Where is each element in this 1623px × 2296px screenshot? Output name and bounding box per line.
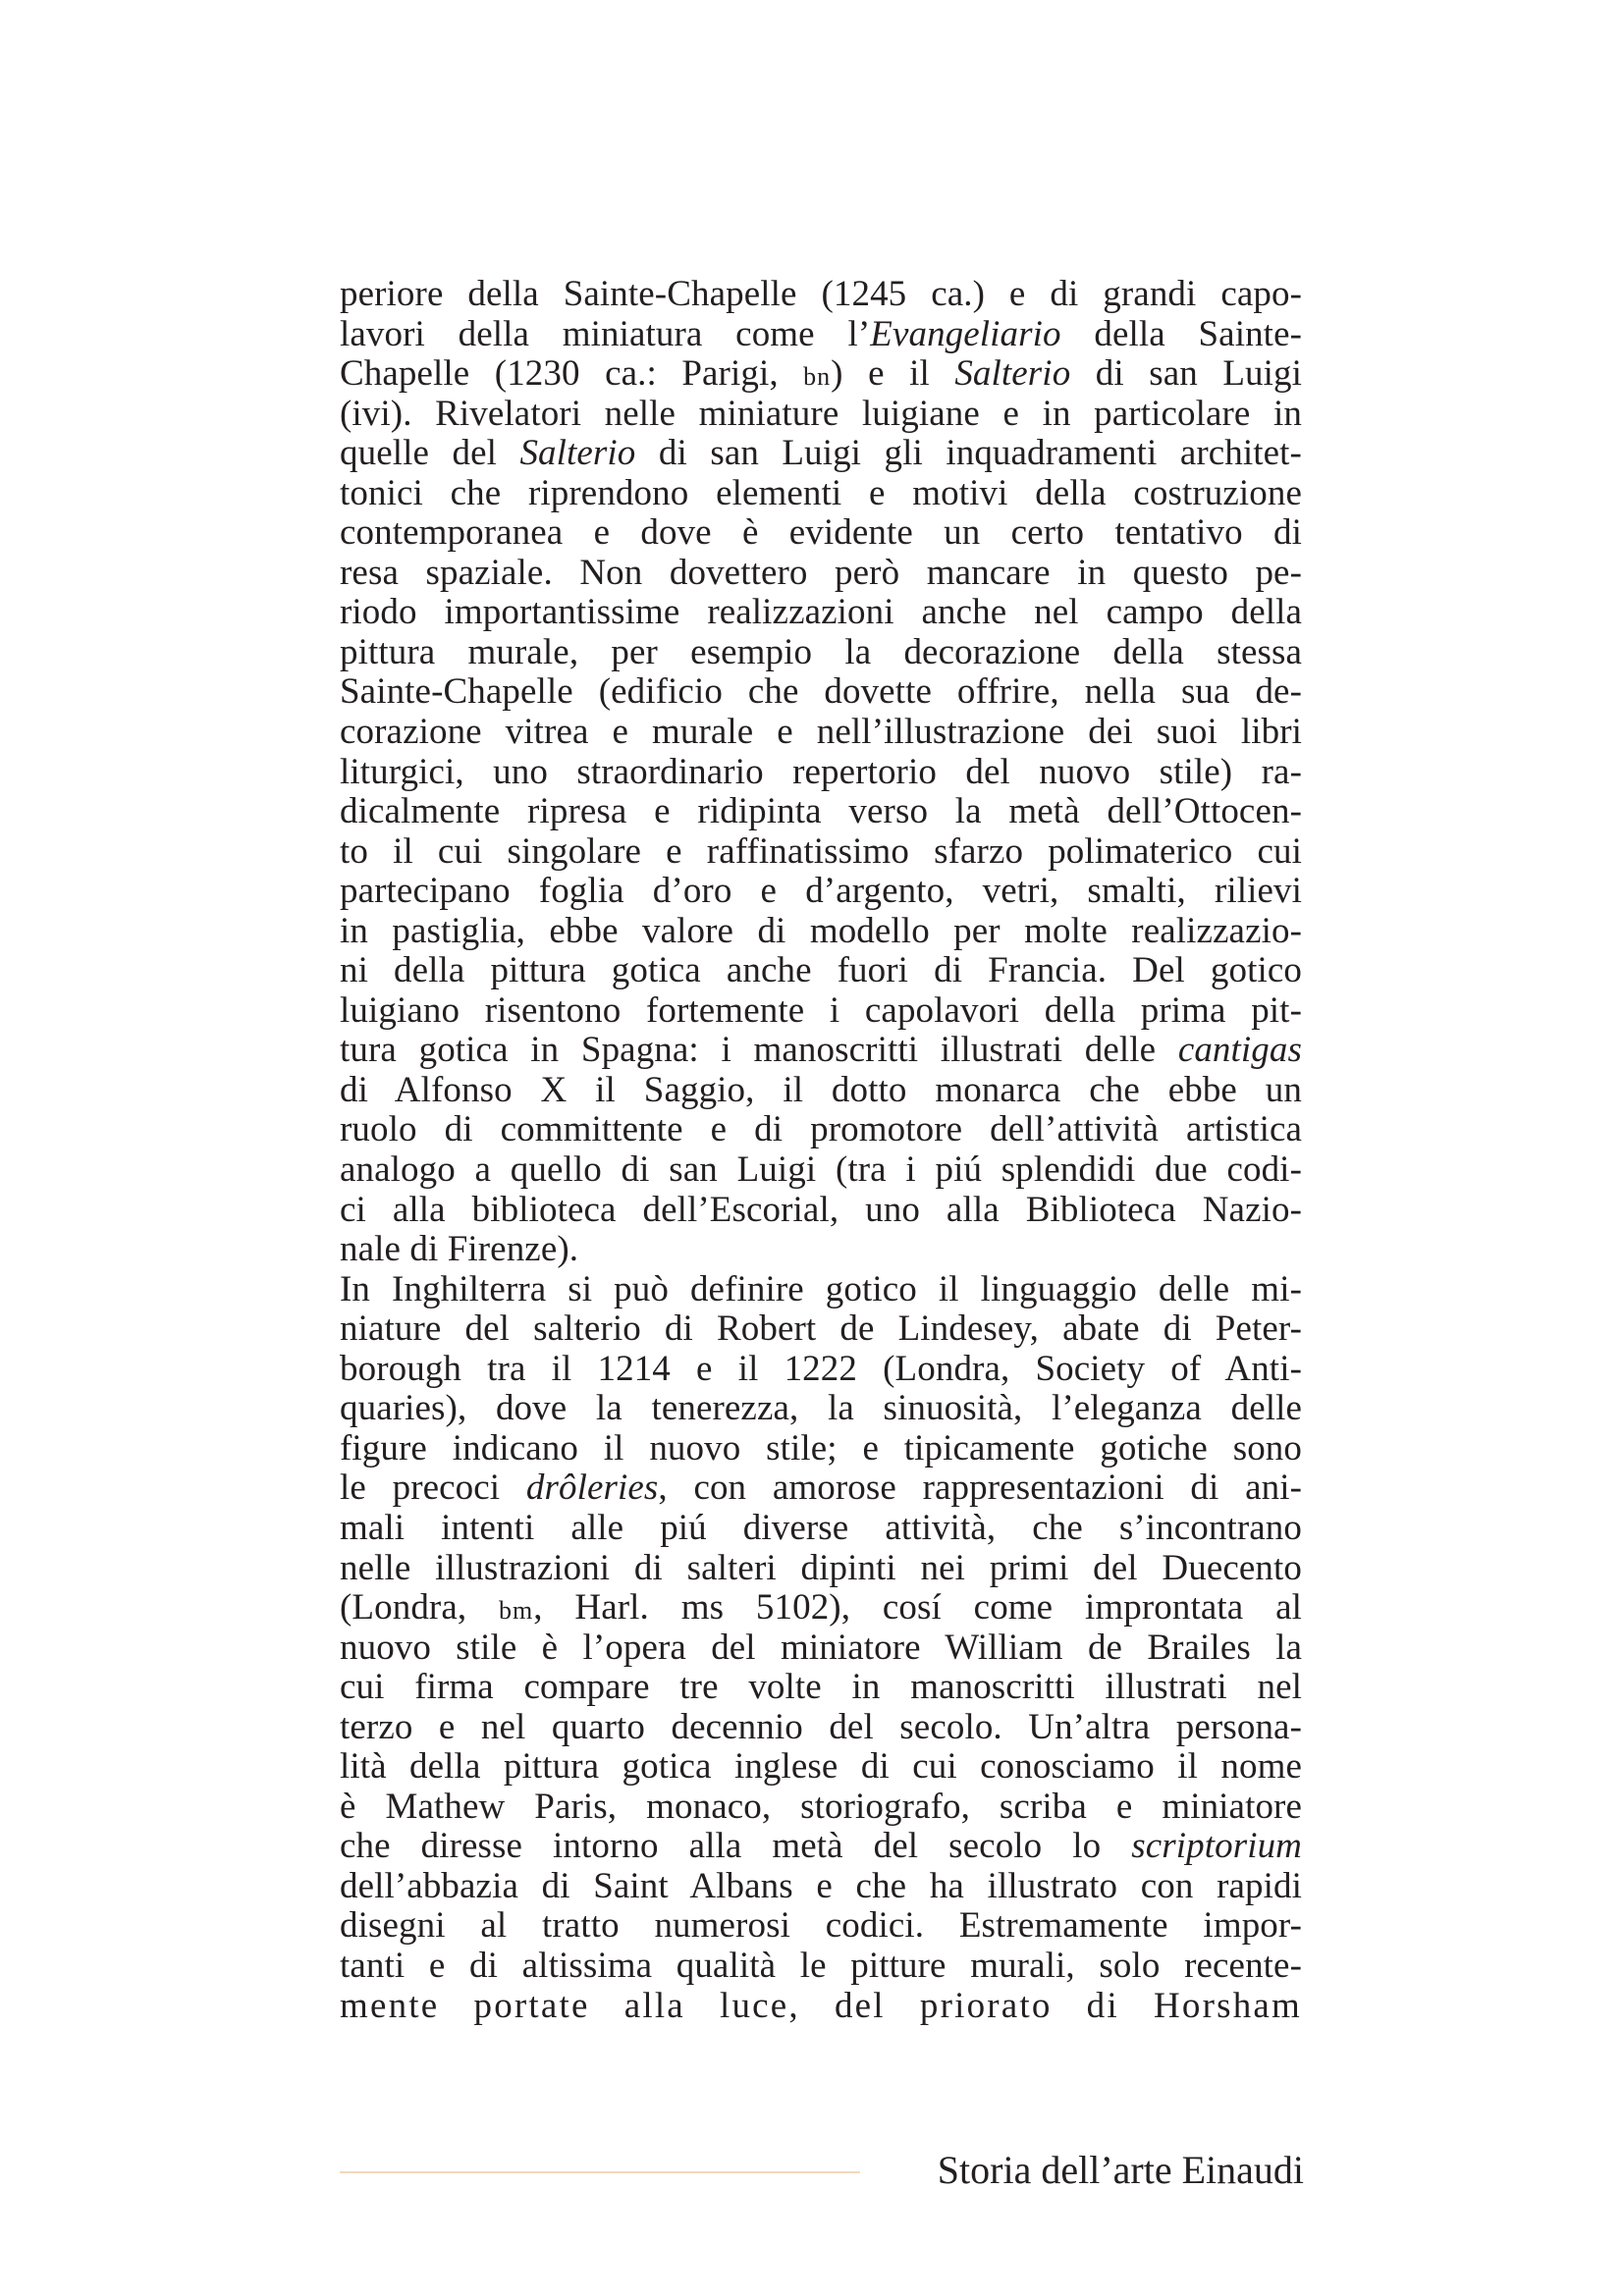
text-run: niature del salterio di Robert de Lindesey, abate di Peter- [340, 1308, 1302, 1350]
text-run: ) e il [831, 353, 955, 395]
text-run: analogo a quello di san Luigi (tra i piú splendidi due codi- [340, 1149, 1302, 1191]
text-run: contemporanea e dove è evidente un certo tentativo di [340, 512, 1302, 554]
text-run: è Mathew Paris, monaco, storiografo, scriba e miniatore [340, 1786, 1302, 1827]
italic-title: Evangeliario [870, 313, 1061, 354]
text-run: mente portate alla luce, del priorato di Horsham [340, 1985, 1302, 2026]
text-run: (ivi). Rivelatori nelle miniature luigiane e in particolare in [340, 393, 1302, 434]
text-line [340, 633, 1302, 673]
text-line [340, 991, 1302, 1032]
text-line [340, 1270, 1302, 1310]
text-line [340, 1708, 1302, 1748]
text-run: di san Luigi gli inquadramenti architet- [635, 433, 1302, 474]
small-caps-abbr: bm [499, 1596, 534, 1626]
text-run: periore della Sainte-Chapelle (1245 ca.) e di grandi capo- [340, 274, 1302, 314]
text-line [340, 1947, 1302, 1987]
text-run: cui firma compare tre volte in manoscritti illustrati nel [340, 1667, 1302, 1708]
text-run: , Harl. ms 5102), cosí come improntata al [533, 1587, 1302, 1629]
text-run: figure indicano il nuovo stile; e tipicamente gotiche sono [340, 1427, 1302, 1468]
text-line [340, 434, 1302, 474]
text-line [340, 1031, 1302, 1071]
text-run: pittura murale, per esempio la decorazione della stessa [340, 631, 1302, 672]
text-line [340, 554, 1302, 594]
text-line [340, 593, 1302, 633]
text-line [340, 713, 1302, 753]
text-run: borough tra il 1214 e il 1222 (Londra, Society of Anti- [340, 1348, 1302, 1389]
text-run: di Alfonso X il Saggio, il dotto monarca che ebbe un [340, 1069, 1302, 1110]
text-run: disegni al tratto numerosi codici. Estremamente impor- [340, 1905, 1302, 1947]
footer-title: Storia dell’arte Einaudi [937, 2148, 1304, 2192]
text-run: ci alla biblioteca dell’Escorial, uno alla Biblioteca Nazio- [340, 1189, 1302, 1230]
footer-rule [340, 2171, 860, 2173]
text-run: lavori della miniatura come l’ [340, 313, 871, 354]
text-line [340, 951, 1302, 991]
text-run: liturgici, uno straordinario repertorio del nuovo stile) ra- [340, 751, 1302, 792]
text-run: Chapelle (1230 ca.: Parigi, [340, 353, 804, 395]
text-line [340, 753, 1302, 793]
text-run: In Inghilterra si può definire gotico il linguaggio delle mi- [340, 1268, 1302, 1309]
italic-title: scriptorium [1131, 1826, 1302, 1867]
text-line [340, 1549, 1302, 1589]
text-line [340, 1468, 1302, 1509]
text-run: to il cui singolare e raffinatissimo sfarzo polimaterico cui [340, 830, 1302, 872]
text-run: ni della pittura gotica anche fuori di Francia. Del gotico [340, 950, 1302, 991]
text-line [340, 872, 1302, 912]
text-run: quaries), dove la tenerezza, la sinuosità, l’eleganza delle [340, 1388, 1302, 1429]
text-run: , con amorose rappresentazioni di ani- [658, 1468, 1302, 1509]
text-run: riodo importantissime realizzazioni anche nel campo della [340, 592, 1302, 633]
text-line [340, 792, 1302, 832]
text-run: nale di Firenze). [340, 1229, 579, 1270]
text-line [340, 1509, 1302, 1549]
text-line [340, 315, 1302, 355]
text-run: tura gotica in Spagna: i manoscritti illustrati delle [340, 1030, 1178, 1071]
text-line [340, 1071, 1302, 1111]
text-run: che diresse intorno alla metà del secolo lo [340, 1826, 1132, 1867]
text-line [340, 1110, 1302, 1150]
text-line [340, 354, 1302, 395]
text-line [340, 1987, 1302, 2027]
text-run: corazione vitrea e murale e nell’illustrazione dei suoi libri [340, 712, 1302, 753]
text-run: mali intenti alle piú diverse attività, che s’incontrano [340, 1507, 1302, 1548]
text-run: partecipano foglia d’oro e d’argento, vetri, smalti, rilievi [340, 871, 1302, 912]
text-line [340, 513, 1302, 554]
text-run: Sainte-Chapelle (edificio che dovette offrire, nella sua de- [340, 671, 1302, 713]
text-line [340, 1906, 1302, 1947]
italic-title: Salterio [519, 433, 636, 474]
text-line [340, 1629, 1302, 1669]
text-line [340, 1309, 1302, 1350]
text-run: di san Luigi [1070, 353, 1303, 395]
body-text [340, 275, 1302, 2026]
text-line [340, 1867, 1302, 1907]
text-run: in pastiglia, ebbe valore di modello per molte realizzazio- [340, 910, 1302, 951]
text-line [340, 1191, 1302, 1231]
text-line [340, 1150, 1302, 1191]
text-run: terzo e nel quarto decennio del secolo. Un’altra persona- [340, 1706, 1302, 1747]
text-line [340, 1350, 1302, 1390]
text-line [340, 832, 1302, 873]
text-run: le precoci [340, 1468, 526, 1509]
italic-title: drôleries [525, 1468, 659, 1509]
small-caps-abbr: bn [803, 362, 832, 392]
text-run: nelle illustrazioni di salteri dipinti nei primi del Duecento [340, 1547, 1302, 1588]
text-run: resa spaziale. Non dovettero però mancare in questo pe- [340, 552, 1302, 593]
text-line [340, 275, 1302, 315]
italic-title: Salterio [954, 353, 1071, 395]
text-line [340, 1747, 1302, 1788]
text-line [340, 1429, 1302, 1469]
text-run: tanti e di altissima qualità le pitture murali, solo recente- [340, 1945, 1302, 1986]
text-line [340, 1788, 1302, 1828]
text-run: tonici che riprendono elementi e motivi della costruzione [340, 472, 1302, 513]
text-run: quelle del [340, 433, 520, 474]
text-run: (Londra, [340, 1587, 500, 1629]
text-run: della Sainte- [1060, 313, 1303, 354]
text-line [340, 1827, 1302, 1867]
text-line [340, 1588, 1302, 1629]
text-line [340, 1230, 1302, 1270]
text-run: dicalmente ripresa e ridipinta verso la metà dell’Ottocen- [340, 791, 1302, 832]
text-line [340, 912, 1302, 952]
text-run: luigiano risentono fortemente i capolavori della prima pit- [340, 989, 1302, 1031]
text-run: ruolo di committente e di promotore dell’attività artistica [340, 1109, 1302, 1150]
text-run: dell’abbazia di Saint Albans e che ha illustrato con rapidi [340, 1865, 1302, 1906]
text-line [340, 672, 1302, 713]
text-line [340, 474, 1302, 514]
text-run: lità della pittura gotica inglese di cui conosciamo il nome [340, 1746, 1302, 1788]
text-line [340, 1668, 1302, 1708]
italic-title: cantigas [1177, 1030, 1302, 1071]
text-line [340, 395, 1302, 435]
text-line [340, 1389, 1302, 1429]
text-run: nuovo stile è l’opera del miniatore William de Brailes la [340, 1627, 1302, 1668]
